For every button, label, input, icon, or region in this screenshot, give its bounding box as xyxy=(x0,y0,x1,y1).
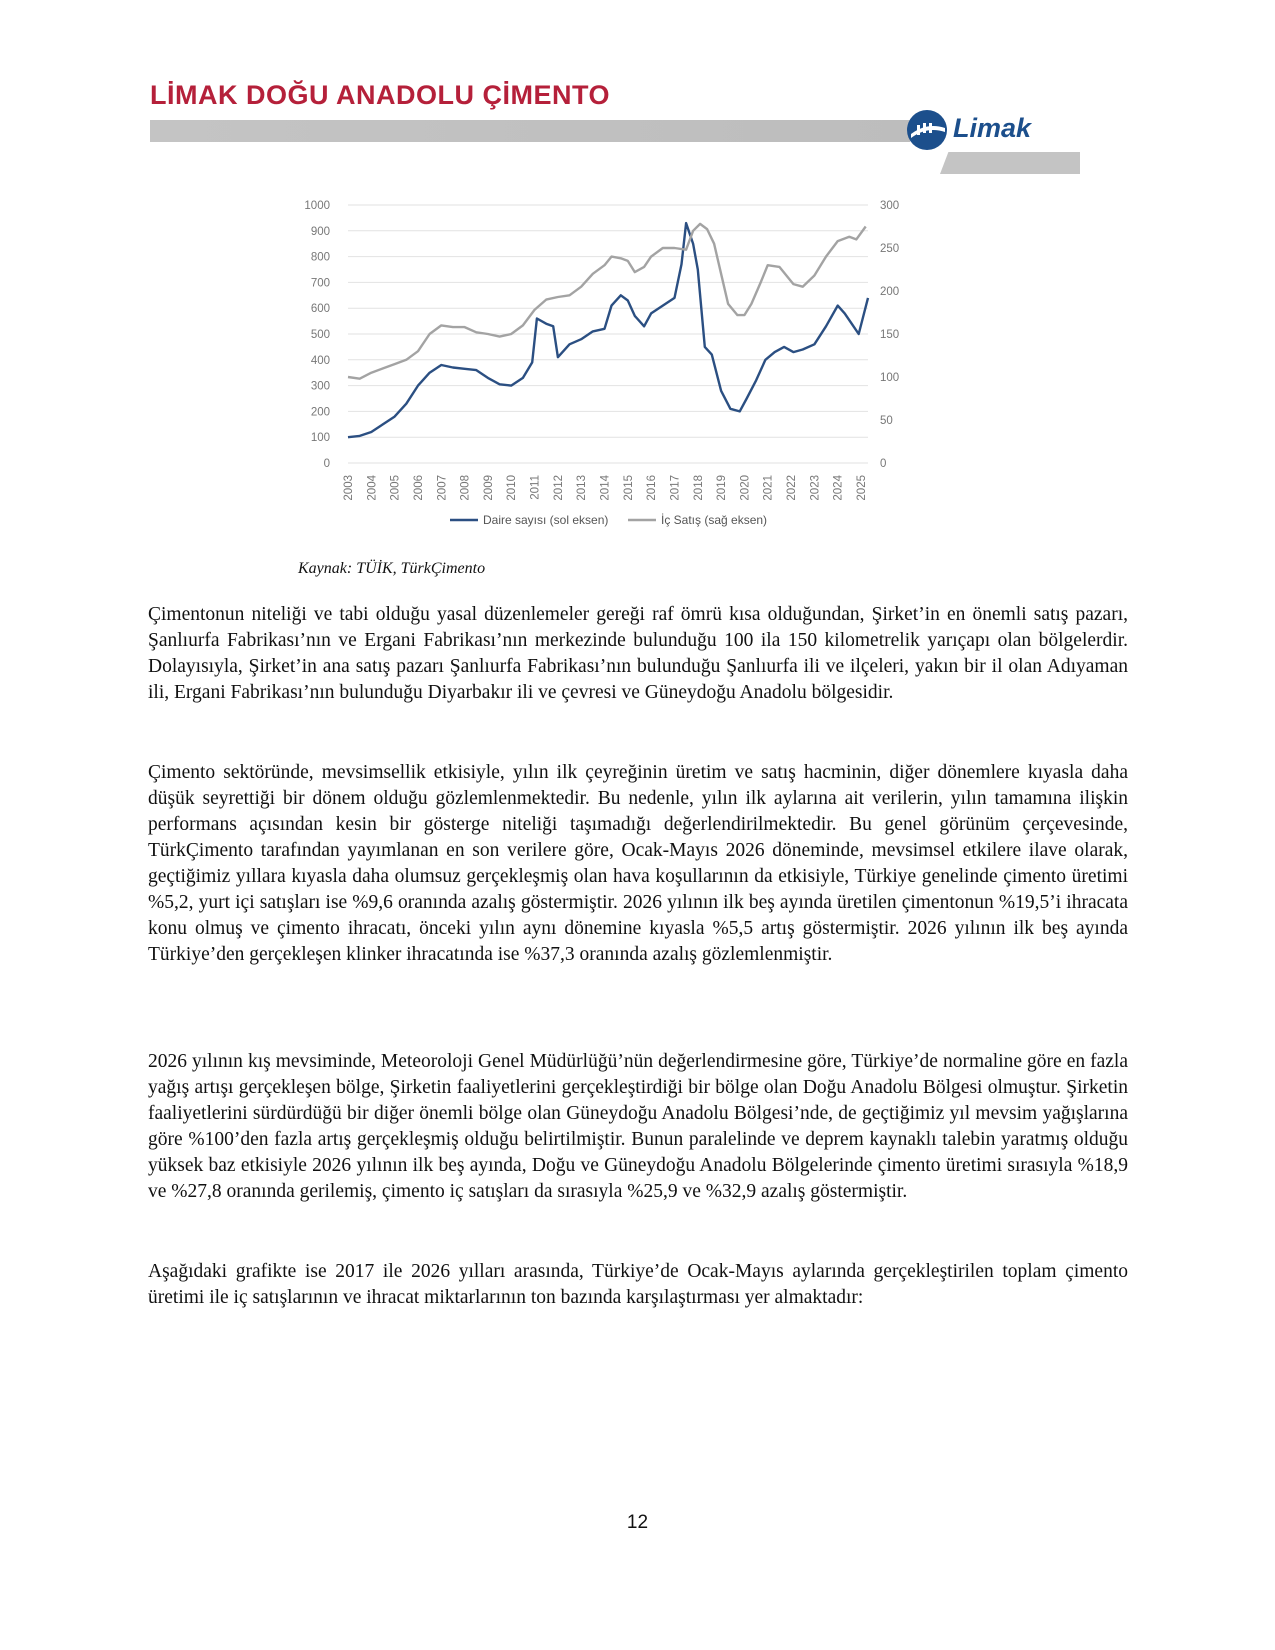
x-tick-label: 2024 xyxy=(832,475,845,501)
limak-logo xyxy=(905,108,1055,152)
x-tick-label: 2013 xyxy=(576,475,589,501)
x-tick-label: 2007 xyxy=(436,475,449,501)
legend-label: İç Satış (sağ eksen) xyxy=(661,513,768,527)
y-right-tick-label: 150 xyxy=(880,329,900,341)
y-left-tick-label: 500 xyxy=(310,329,330,341)
x-tick-label: 2005 xyxy=(389,475,402,501)
x-tick-label: 2011 xyxy=(529,475,542,500)
x-tick-label: 2008 xyxy=(459,475,472,501)
paragraph-seasonality: Çimento sektöründe, mevsimsellik etkisiyle, yılın ilk çeyreğinin üretim ve satış hacminin, diğer dönemlere kıyasla daha düşük seyrettiği bir dönem olduğu gözlemlenmektedir. Bu nedenle, yılın ilk aylarına ait verilerin, yılın tamamına ilişkin performans açısından kesin bir gösterge niteliği taşımadığı değerlendirilmektedir. Bu genel görünüm çerçevesinde, TürkÇimento tarafından yayımlanan en son verilere göre, Ocak-Mayıs 2026 döneminde, mevsimsel etkilere ilave olarak, geçtiğimiz yıllara kıyasla daha olumsuz gerçekleşmiş olan hava koşullarının da etkisiyle, Türkiye genelinde çimento üretimi %5,2, yurt içi satışları ise %9,6 oranında azalış göstermiştir. 2026 yılının ilk beş ayında üretilen çimentonun %19,5’i ihracata konu olmuş ve çimento ihracatı, önceki yılın aynı dönemine kıyasla %5,5 artış göstermiştir. 2026 yılının ilk beş ayında Türkiye’den gerçekleşen klinker ihracatında ise %37,3 oranında azalış gözlemlenmiştir. xyxy=(148,762,1128,965)
limak-logo-icon xyxy=(905,108,951,152)
x-tick-label: 2021 xyxy=(762,475,775,501)
x-tick-label: 2018 xyxy=(692,475,705,501)
x-tick-label: 2025 xyxy=(856,475,869,501)
paragraph-weather: 2026 yılının kış mevsiminde, Meteoroloji Genel Müdürlüğü’nün değerlendirmesine göre, Türkiye’de normaline göre en fazla yağış artışı gerçekleşen bölge, Şirketin faaliyetlerini gerçekleştirdiği bir bölge olan Doğu Anadolu Bölgesi olmuştur. Şirketin faaliyetlerini sürdürdüğü bir diğer önemli bölge olan Güneydoğu Anadolu Bölgesi’nde, de geçtiğimiz yıl mevsim yağışlarına göre %100’den fazla artış gerçekleşmiş olduğu belirtilmiştir. Bunun paralelinde ve deprem kaynaklı talebin yaratmış olduğu yüksek baz etkisiyle 2026 yılının ilk beş ayında, Doğu ve Güneydoğu Anadolu Bölgelerinde çimento üretimi sırasıyla %18,9 ve %27,8 oranında gerilemiş, çimento iç satışları da sırasıyla %25,9 ve %32,9 azalış göstermiştir. xyxy=(148,1051,1128,1202)
x-tick-label: 2010 xyxy=(506,475,519,501)
chart-svg xyxy=(300,200,960,560)
x-tick-label: 2017 xyxy=(669,475,682,501)
line-chart xyxy=(300,200,960,560)
y-right-tick-label: 50 xyxy=(880,415,893,427)
legend-label: Daire sayısı (sol eksen) xyxy=(483,513,609,527)
x-tick-label: 2022 xyxy=(786,475,799,501)
y-right-tick-label: 200 xyxy=(880,286,900,298)
x-tick-label: 2016 xyxy=(646,475,659,501)
y-right-tick-label: 250 xyxy=(880,243,900,255)
x-tick-label: 2003 xyxy=(343,475,355,501)
series-line-daire-sayisi xyxy=(348,223,868,437)
x-tick-label: 2009 xyxy=(482,475,495,501)
x-tick-label: 2006 xyxy=(412,475,425,501)
x-tick-label: 2004 xyxy=(366,475,379,501)
company-title: LİMAK DOĞU ANADOLU ÇİMENTO xyxy=(150,80,610,110)
page-number: 12 xyxy=(626,1512,649,1533)
y-left-tick-label: 800 xyxy=(310,251,330,264)
y-left-tick-label: 300 xyxy=(310,380,330,393)
y-left-tick-label: 200 xyxy=(310,406,330,419)
x-tick-label: 2015 xyxy=(622,475,635,501)
y-right-tick-label: 0 xyxy=(880,458,887,470)
x-tick-label: 2023 xyxy=(809,475,822,501)
series-line-ic-satis xyxy=(348,224,866,379)
y-left-tick-label: 0 xyxy=(323,458,330,470)
document-header xyxy=(150,70,1080,180)
y-left-tick-label: 100 xyxy=(310,432,330,445)
chart-source-caption: Kaynak: TÜİK, TürkÇimento xyxy=(298,560,486,577)
logo-text: Limak xyxy=(953,113,1032,143)
y-left-tick-label: 1000 xyxy=(304,200,330,212)
paragraph-market: Çimentonun niteliği ve tabi olduğu yasal düzenlemeler gereği raf ömrü kısa olduğundan, Şirket’in en önemli satış pazarı, Şanlıurfa Fabrikası’nın ve Ergani Fabrikası’nın merkezinde bulunduğu 100 ila 150 kilometrelik yarıçapı olan bölgelerdir. Dolayısıyla, Şirket’in ana satış pazarı Şanlıurfa Fabrikası’nın bulunduğu Şanlıurfa ili ve ilçeleri, yakın bir il olan Adıyaman ili, Ergani Fabrikası’nın bulunduğu Diyarbakır ili ve çevresi ve Güneydoğu Anadolu bölgesidir. xyxy=(148,604,1128,703)
y-left-tick-label: 700 xyxy=(310,277,330,290)
y-right-tick-label: 100 xyxy=(880,372,900,384)
y-left-tick-label: 900 xyxy=(310,225,330,238)
x-tick-label: 2019 xyxy=(716,475,729,501)
x-tick-label: 2014 xyxy=(599,475,612,501)
header-divider-bar xyxy=(150,120,910,142)
paragraph-chart-intro: Aşağıdaki grafikte ise 2017 ile 2026 yılları arasında, Türkiye’de Ocak-Mayıs aylarında gerçekleştirilen toplam çimento üretimi ile iç satışlarının ve ihracat miktarlarının ton bazında karşılaştırması yer almaktadır: xyxy=(148,1261,1128,1308)
y-left-tick-label: 400 xyxy=(310,354,330,367)
y-right-tick-label: 300 xyxy=(880,200,900,212)
x-tick-label: 2020 xyxy=(739,475,752,501)
x-tick-label: 2012 xyxy=(552,475,565,501)
header-divider-bar-right xyxy=(940,152,1080,174)
y-left-tick-label: 600 xyxy=(310,303,330,316)
